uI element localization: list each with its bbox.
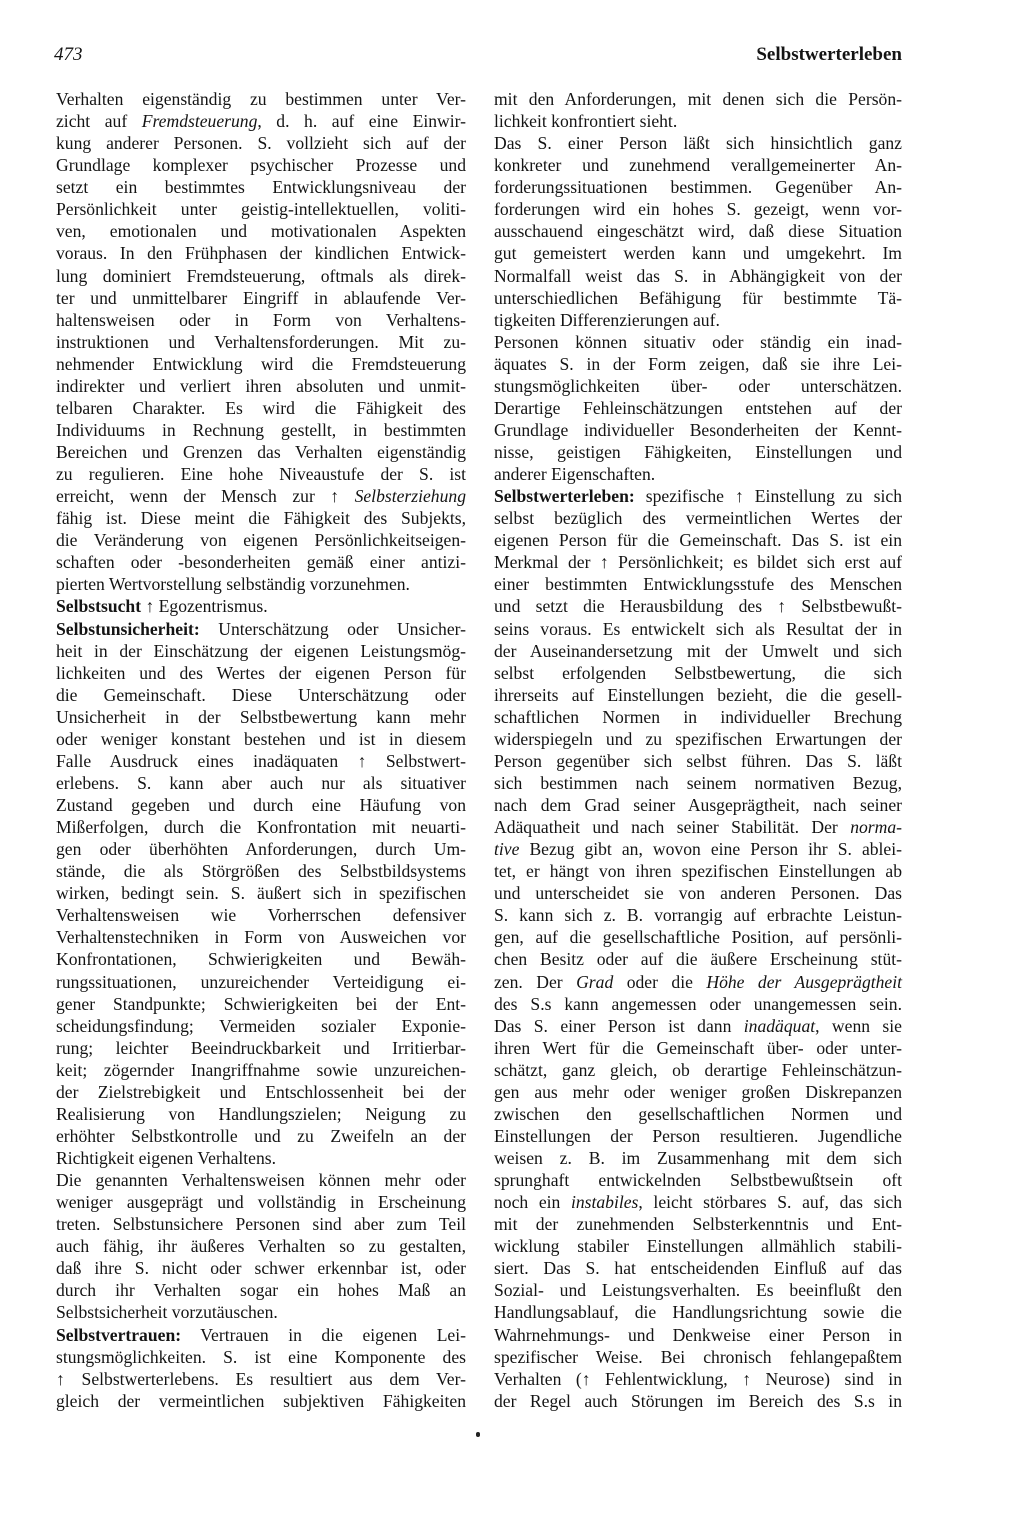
line-text: selbst erfolgenden Selbstbewertung, die sich	[494, 662, 902, 683]
text-line	[494, 706, 902, 728]
text-line	[56, 353, 466, 375]
line-text: lichkeit konfrontiert sieht.	[494, 111, 678, 132]
line-text: der Regel auch Störungen im Bereich des S.s in	[494, 1390, 902, 1411]
text-line	[56, 595, 466, 617]
line-text: und setzt die Herausbildung des ↑ Selbstbewußt-	[494, 596, 902, 617]
line-text: rung; leichter Beeindruckbarkeit und Irritierbar-	[56, 1037, 466, 1058]
line-text: zu regulieren. Eine hohe Niveaustufe der S. ist	[56, 464, 466, 485]
text-line	[494, 220, 902, 242]
line-text: ihrerseits auf Einstellungen bezieht, die die gesell-	[494, 684, 902, 705]
text-line	[494, 353, 902, 375]
stray-mark	[476, 1432, 480, 1437]
line-text: Derartige Fehleinschätzungen entstehen auf der	[494, 397, 902, 418]
line-text: einer bestimmten Entwicklungsstufe des Menschen	[494, 574, 902, 595]
text-line	[56, 1279, 466, 1301]
text-line	[56, 1324, 466, 1346]
text-line	[56, 551, 466, 573]
text-line	[494, 1235, 902, 1257]
line-text: spezifischer Weise. Bei chronisch fehlangepaßtem	[494, 1346, 902, 1367]
line-text: auch fähig, ihr äußeres Verhalten so zu gestalten,	[56, 1236, 466, 1257]
text-line	[56, 132, 466, 154]
line-text: scheidungsfindung; Vermeiden sozialer Exponie-	[56, 1015, 466, 1036]
text-line	[56, 750, 466, 772]
line-text: Bereichen und Grenzen das Verhalten eigenständig	[56, 442, 466, 462]
line-text: und unterscheidet sie von anderen Personen. Das	[494, 883, 902, 904]
line-text: zwischen den gesellschaftlichen Normen und	[494, 1103, 902, 1124]
text-line	[494, 1125, 902, 1147]
line-text: chen Besitz oder auf die äußere Erscheinung stüt-	[494, 949, 902, 970]
text-line	[56, 529, 466, 551]
line-text: mit den Anforderungen, mit denen sich die Persön-	[494, 89, 902, 109]
line-text: haltensweisen oder in Form von Verhaltens-	[56, 309, 466, 330]
italic-term: Selbsterziehung	[354, 486, 466, 507]
line-text: ↑ Selbstwerterlebens. Es resultiert aus dem Ver-	[56, 1368, 466, 1389]
text-line	[494, 485, 902, 507]
text-line	[494, 1368, 902, 1390]
line-text: Mißerfolgen, durch die Konfrontation mit neuarti-	[56, 817, 466, 838]
italic-term: norma-	[850, 817, 902, 838]
text-line	[56, 1147, 466, 1169]
line-text: S. kann sich z. B. vorrangig auf erbrachte Leistun-	[494, 905, 902, 926]
line-text: erhöhter Selbstkontrolle und zu Zweifeln an der	[56, 1125, 466, 1146]
line-text: , d. h. auf eine Einwir-	[257, 111, 466, 132]
text-line	[56, 971, 466, 993]
line-text: eigenen Person für die Gemeinschaft. Das S. ist ein	[494, 530, 902, 551]
line-text: , wenn sie	[815, 1015, 902, 1036]
line-text: heit in der Einschätzung der eigenen Leistungsmög-	[56, 640, 466, 661]
text-line	[56, 1015, 466, 1037]
text-line	[56, 1213, 466, 1235]
line-text: oder die	[613, 971, 707, 992]
line-text: Selbstsicherheit vorzutäuschen.	[56, 1302, 278, 1323]
text-line	[494, 397, 902, 419]
line-text: Vertrauen in die eigenen Lei-	[181, 1324, 466, 1345]
line-text: lung dominiert Fremdsteuerung, oftmals als direk-	[56, 265, 466, 286]
text-line	[56, 1191, 466, 1213]
text-line	[56, 88, 466, 110]
text-line	[56, 1301, 466, 1323]
line-text: forderungssituationen bestimmen. Gegenüber An-	[494, 177, 902, 198]
line-text: instruktionen und Verhaltensforderungen. Mit zu-	[56, 331, 466, 352]
text-line	[56, 1346, 466, 1368]
entry-headword: Selbstvertrauen:	[56, 1324, 182, 1345]
line-text: Individuums in Rechnung gestellt, in bestimmten	[56, 419, 466, 440]
text-line	[494, 132, 902, 154]
text-line	[494, 1103, 902, 1125]
line-text: seins voraus. Es entwickelt sich als Resultat der in	[494, 618, 902, 639]
line-text: telbaren Charakter. Es wird die Fähigkeit des	[56, 397, 466, 418]
line-text: Personen können situativ oder ständig ein inad-	[494, 331, 902, 352]
text-line	[56, 1037, 466, 1059]
line-text: siert. Das S. hat entscheidenden Einfluß auf das	[494, 1258, 902, 1279]
text-line	[56, 904, 466, 926]
text-line	[494, 948, 902, 970]
line-text: forderungen wird ein hohes S. gezeigt, wenn vor-	[494, 199, 902, 220]
text-line	[494, 1169, 902, 1191]
text-line	[56, 816, 466, 838]
entry-headword: Selbstwerterleben:	[494, 486, 635, 507]
text-line	[494, 419, 902, 441]
line-text: gut gemeistert werden kann und umgekehrt. Im	[494, 243, 902, 264]
text-line	[494, 1301, 902, 1323]
line-text: Grundlage individueller Besonderheiten der Kennt-	[494, 419, 902, 440]
text-line	[494, 1213, 902, 1235]
line-text: Das S. einer Person ist dann	[494, 1015, 744, 1036]
line-text: Unsicherheit in der Selbstbewertung kann mehr	[56, 706, 466, 727]
text-line	[56, 993, 466, 1015]
entry-headword: Selbstsucht	[56, 596, 142, 617]
entry-headword: Selbstunsicherheit:	[56, 618, 200, 639]
line-text: oder weniger konstant bestehen und ist in diesem	[56, 728, 466, 749]
line-text: der Auseinandersetzung mit der Umwelt und sich	[494, 640, 902, 661]
text-line	[494, 1257, 902, 1279]
italic-term: Grad	[576, 971, 614, 992]
text-line	[494, 772, 902, 794]
line-text: pierten Wertvorstellung selbständig vorzunehmen.	[56, 574, 410, 595]
text-line	[56, 1059, 466, 1081]
text-line	[56, 331, 466, 353]
text-line	[56, 441, 466, 463]
text-line	[56, 397, 466, 419]
line-text: gen aus mehr oder weniger großen Diskrepanzen	[494, 1081, 902, 1102]
line-text: daß ihre S. nicht oder schwer erkennbar ist, oder	[56, 1258, 466, 1279]
line-text: sich bestimmen nach seinem normativen Bezug,	[494, 772, 902, 793]
text-line	[56, 176, 466, 198]
line-text: voraus. In den Frühphasen der kindlichen Entwick-	[56, 243, 466, 264]
text-line	[494, 529, 902, 551]
line-text: Merkmal der ↑ Persönlichkeit; es bildet sich erst auf	[494, 552, 902, 573]
text-line	[494, 971, 902, 993]
line-text: Das S. einer Person läßt sich hinsichtlich ganz	[494, 133, 902, 154]
text-line	[494, 1037, 902, 1059]
text-line	[56, 485, 466, 507]
running-head: Selbstwerterleben	[756, 44, 902, 65]
line-text: schaftlichen Normen in individueller Brechung	[494, 706, 902, 727]
line-text: des S.s kann angemessen oder unangemessen sein.	[494, 993, 902, 1014]
line-text: erreicht, wenn der Mensch zur ↑	[56, 486, 355, 507]
line-text: der Zielstrebigkeit und Entschlossenheit bei der	[56, 1081, 466, 1102]
italic-term: Fremdsteuerung	[141, 111, 258, 132]
line-text: äquates S. in der Form zeigen, daß sie ihre Lei-	[494, 353, 902, 374]
text-line	[56, 948, 466, 970]
text-line	[494, 375, 902, 397]
text-line	[494, 640, 902, 662]
text-line	[494, 1279, 902, 1301]
line-text: sprunghaft entwickelnden Selbstbewußtsein oft	[494, 1170, 902, 1191]
text-line	[494, 1015, 902, 1037]
text-line	[56, 110, 466, 132]
text-line	[56, 375, 466, 397]
text-line	[56, 1103, 466, 1125]
line-text: weniger ausgeprägt und vollständig in Erscheinung	[56, 1192, 466, 1213]
italic-term: inadäquat	[743, 1015, 816, 1036]
line-text: zicht auf	[56, 111, 142, 132]
text-line	[494, 507, 902, 529]
text-line	[494, 662, 902, 684]
line-text: Adäquatheit und nach seiner Stabilität. Der	[494, 817, 851, 838]
line-text: Bezug gibt an, wovon eine Person ihr S. ablei-	[519, 839, 902, 860]
left-column	[56, 88, 466, 1412]
text-line	[56, 507, 466, 529]
text-line	[494, 684, 902, 706]
text-line	[494, 176, 902, 198]
line-text: nehmender Entwicklung wird die Fremdsteuerung	[56, 353, 466, 374]
line-text: indirekter und verliert ihren absoluten und unmit-	[56, 375, 466, 396]
text-line	[494, 88, 902, 110]
text-line	[56, 926, 466, 948]
line-text: lichkeiten und des Wertes der eigenen Person für	[56, 662, 466, 683]
line-text: treten. Selbstunsichere Personen sind aber zum Teil	[56, 1214, 466, 1235]
text-line	[494, 882, 902, 904]
right-column	[494, 88, 902, 1412]
text-line	[56, 706, 466, 728]
text-line	[494, 242, 902, 264]
line-text: wirken, bedingt sein. S. äußert sich in spezifischen	[56, 883, 466, 904]
text-line	[56, 242, 466, 264]
text-line	[56, 860, 466, 882]
line-text: Richtigkeit eigenen Verhaltens.	[56, 1148, 277, 1168]
text-line	[494, 441, 902, 463]
line-text: anderer Eigenschaften.	[494, 464, 656, 485]
text-line	[494, 904, 902, 926]
line-text: Person gegenüber sich selbst führen. Das S. läßt	[494, 750, 902, 771]
text-line	[494, 573, 902, 595]
text-line	[494, 1081, 902, 1103]
text-line	[56, 1257, 466, 1279]
text-line	[494, 265, 902, 287]
line-text: Persönlichkeit unter geistig-intellektuellen, voliti-	[56, 199, 466, 220]
line-text: die Gemeinschaft. Diese Unterschätzung oder	[56, 684, 466, 705]
line-text: setzt ein bestimmtes Entwicklungsniveau der	[56, 177, 466, 198]
line-text: wicklung stabiler Einstellungen allmählich stabili-	[494, 1236, 902, 1257]
text-line	[56, 463, 466, 485]
line-text: mit der zunehmenden Selbsterkenntnis und Ent-	[494, 1214, 902, 1235]
line-text: Realisierung von Handlungszielen; Neigung zu	[56, 1103, 466, 1124]
text-line	[56, 640, 466, 662]
text-line	[494, 838, 902, 860]
text-line	[494, 110, 902, 132]
text-line	[56, 1169, 466, 1191]
text-line	[494, 331, 902, 353]
text-line	[494, 287, 902, 309]
text-line	[494, 309, 902, 331]
line-text: Sozial- und Leistungsverhalten. Es beeinflußt den	[494, 1280, 902, 1301]
line-text: fähig ist. Diese meint die Fähigkeit des Subjekts,	[56, 508, 466, 529]
line-text: Verhaltensweisen wie Vorherrschen defensiver	[56, 905, 466, 926]
line-text: stungsmöglichkeiten. S. ist eine Komponente des	[56, 1346, 466, 1367]
text-line	[494, 198, 902, 220]
line-text: Grundlage komplexer psychischer Prozesse und	[56, 155, 466, 176]
line-text: widerspiegeln und zu spezifischen Erwartungen der	[494, 728, 902, 749]
text-line	[56, 618, 466, 640]
line-text: kung anderer Personen. S. vollzieht sich auf der	[56, 133, 466, 154]
text-line	[56, 1235, 466, 1257]
text-line	[56, 838, 466, 860]
line-text: , leicht störbares S. auf, das sich	[638, 1192, 902, 1213]
line-text: gen, auf die gesellschaftliche Position, auf persönli-	[494, 927, 902, 948]
line-text: noch ein	[494, 1192, 571, 1213]
text-line	[494, 728, 902, 750]
text-line	[56, 1390, 466, 1412]
text-line	[56, 309, 466, 331]
line-text: erlebens. S. kann aber auch nur als situativer	[56, 772, 466, 793]
line-text: die Veränderung von eigenen Persönlichkeitseigen-	[56, 530, 466, 551]
line-text: ven, emotionalen und motivationalen Aspekten	[56, 221, 466, 242]
line-text: Unterschätzung oder Unsicher-	[199, 618, 466, 639]
line-text: ihren Wert für die Gemeinschaft über- oder unter-	[494, 1037, 902, 1058]
text-line	[56, 265, 466, 287]
line-text: spezifische ↑ Einstellung zu sich	[634, 486, 902, 507]
text-line	[56, 1081, 466, 1103]
line-text: nach dem Grad seiner Ausgeprägtheit, nach seiner	[494, 795, 902, 815]
text-line	[494, 926, 902, 948]
italic-term: tive	[494, 839, 520, 860]
text-line	[494, 860, 902, 882]
text-line	[494, 618, 902, 640]
line-text: weisen z. B. im Zusammenhang mit dem sich	[494, 1148, 902, 1168]
line-text: tigkeiten Differenzierungen auf.	[494, 309, 720, 330]
line-text: Konfrontationen, Schwierigkeiten und Bewäh-	[56, 949, 466, 970]
text-line	[56, 220, 466, 242]
text-line	[494, 993, 902, 1015]
text-line	[494, 154, 902, 176]
line-text: unterschiedlichen Befähigung für bestimmte Tä-	[494, 287, 902, 308]
italic-term: instabiles	[570, 1192, 639, 1213]
line-text: gleich der vermeintlichen subjektiven Fähigkeiten	[56, 1390, 466, 1411]
text-line	[56, 1368, 466, 1390]
text-line	[494, 463, 902, 485]
text-line	[56, 154, 466, 176]
line-text: Falle Ausdruck eines inadäquaten ↑ Selbstwert-	[56, 750, 466, 771]
line-text: konkreter und zunehmend verallgemeinerter An-	[494, 155, 902, 176]
text-line	[56, 662, 466, 684]
line-text: stungsmöglichkeiten über- oder unterschätzen.	[494, 375, 902, 396]
line-text: Verhaltenstechniken in Form von Ausweichen vor	[56, 927, 466, 948]
italic-term: Höhe der Ausgeprägtheit	[706, 971, 903, 992]
line-text: Die genannten Verhaltensweisen können mehr oder	[56, 1170, 466, 1191]
line-text: Handlungsablauf, die Handlungsrichtung sowie die	[494, 1302, 902, 1323]
line-text: gen oder überhöhten Anforderungen, durch Um-	[56, 839, 466, 860]
line-text: gener Standpunkte; Schwierigkeiten bei der Ent-	[56, 993, 466, 1014]
text-line	[494, 1147, 902, 1169]
line-text: ↑ Egozentrismus.	[141, 596, 268, 617]
text-line	[56, 287, 466, 309]
line-text: selbst bezüglich des vermeintlichen Wertes der	[494, 508, 902, 529]
line-text: Zustand gegeben und durch eine Häufung von	[56, 795, 466, 815]
text-line	[56, 794, 466, 816]
text-line	[494, 1324, 902, 1346]
text-line	[56, 1125, 466, 1147]
text-line	[56, 684, 466, 706]
text-line	[494, 1390, 902, 1412]
line-text: ausschauend eingeschätzt wird, daß diese Situation	[494, 221, 902, 242]
text-line	[56, 198, 466, 220]
line-text: Einstellungen der Person resultieren. Jugendliche	[494, 1125, 902, 1146]
text-line	[494, 1346, 902, 1368]
text-line	[494, 551, 902, 573]
text-line	[56, 772, 466, 794]
line-text: Verhalten (↑ Fehlentwicklung, ↑ Neurose) sind in	[494, 1368, 902, 1389]
text-line	[494, 750, 902, 772]
text-line	[494, 1059, 902, 1081]
text-line	[56, 882, 466, 904]
text-line	[494, 816, 902, 838]
line-text: nisse, geistigen Fähigkeiten, Einstellungen und	[494, 442, 902, 462]
line-text: rungssituationen, unzureichender Verteidigung ei-	[56, 971, 466, 992]
text-line	[56, 419, 466, 441]
text-line	[494, 1191, 902, 1213]
line-text: Verhalten eigenständig zu bestimmen unter Ver-	[56, 89, 466, 109]
line-text: schaften oder -besonderheiten gemäß einer antizi-	[56, 552, 466, 573]
line-text: tet, er hängt von ihren spezifischen Einstellungen ab	[494, 861, 902, 882]
text-line	[56, 728, 466, 750]
line-text: durch ihr Verhalten sogar ein hohes Maß an	[56, 1280, 466, 1301]
line-text: keit; zögernder Inangriffnahme sowie unzureichen-	[56, 1059, 466, 1080]
line-text: Wahrnehmungs- und Denkweise einer Person in	[494, 1324, 902, 1345]
line-text: stände, die als Störgrößen des Selbstbildsystems	[56, 861, 466, 882]
line-text: zen. Der	[494, 971, 577, 992]
line-text: schätzt, ganz gleich, ob derartige Fehleinschätzun-	[494, 1059, 902, 1080]
page-number: 473	[54, 44, 83, 65]
text-line	[56, 573, 466, 595]
text-line	[494, 595, 902, 617]
line-text: Normalfall weist das S. in Abhängigkeit von der	[494, 265, 902, 286]
line-text: ter und unmittelbarer Eingriff in ablaufende Ver-	[56, 287, 466, 308]
text-line	[494, 794, 902, 816]
